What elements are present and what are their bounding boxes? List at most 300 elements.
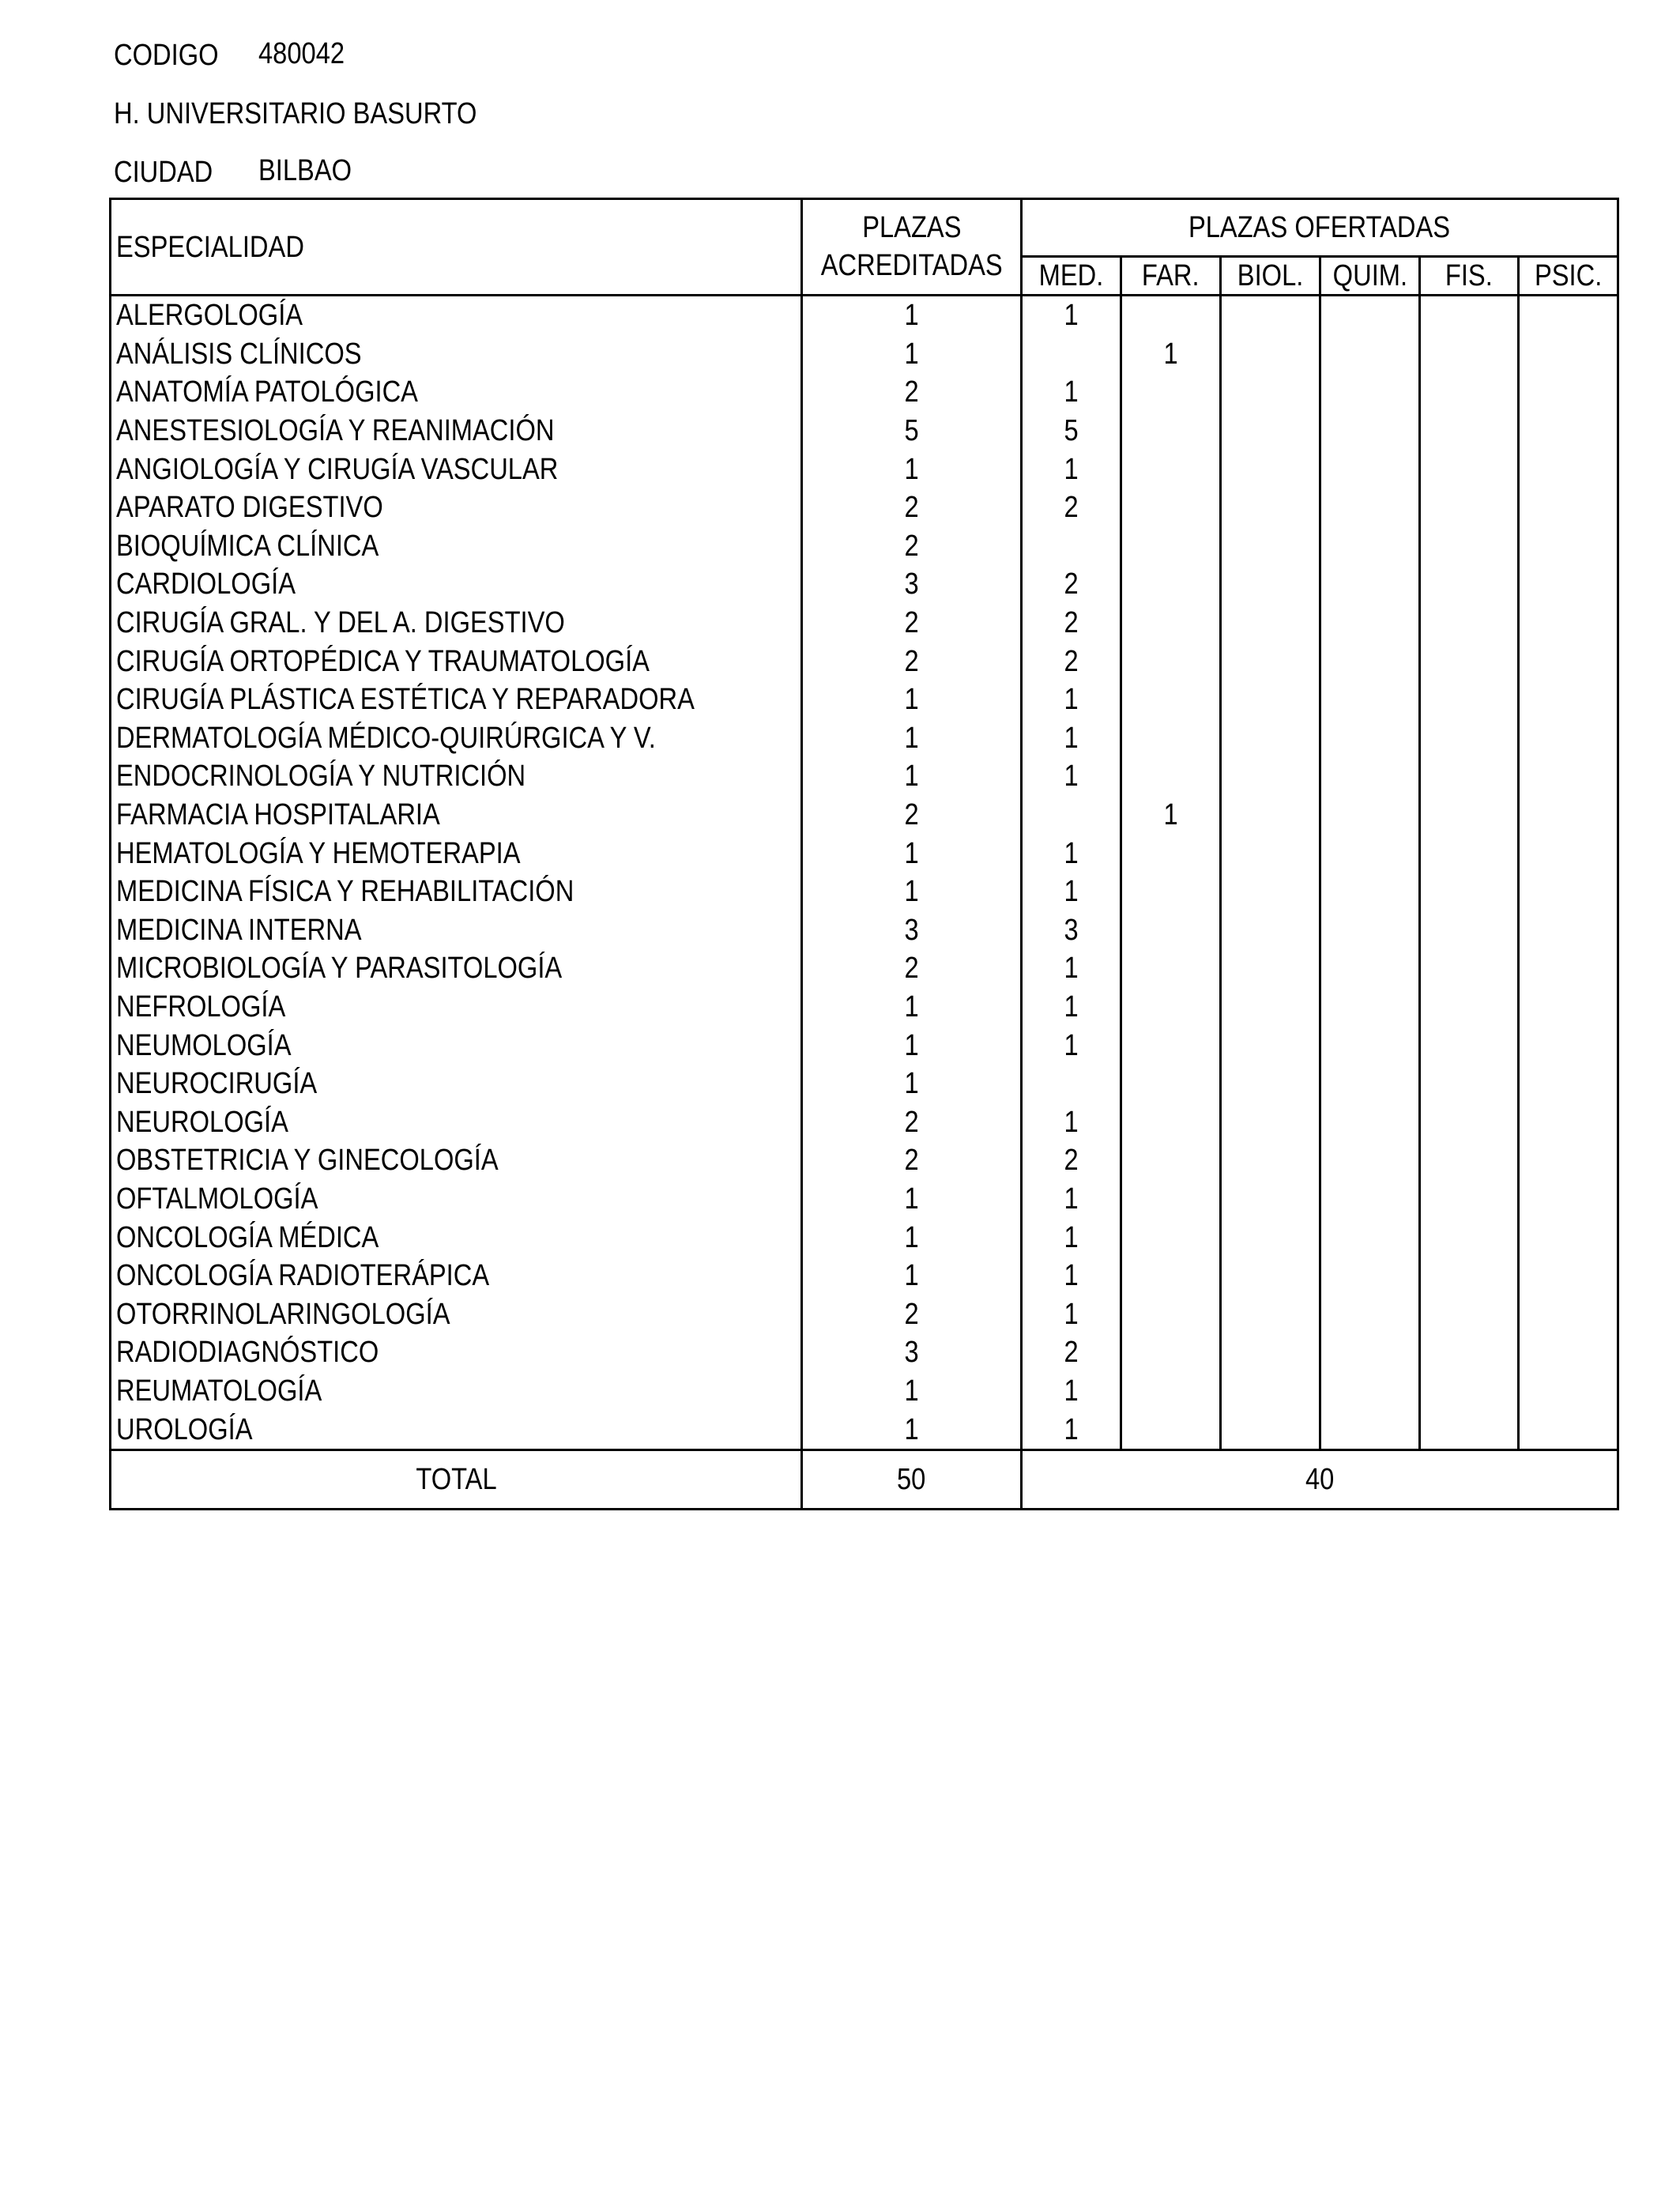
quim-cell xyxy=(1320,796,1420,835)
acreditadas-value: 3 xyxy=(904,913,919,947)
far-cell xyxy=(1121,873,1221,911)
especialidad-cell xyxy=(111,642,802,680)
biol-cell xyxy=(1221,719,1320,758)
acreditadas-value: 2 xyxy=(904,1297,919,1331)
subheader-psic-label: PSIC. xyxy=(1534,259,1603,292)
psic-cell xyxy=(1519,796,1618,835)
fis-cell xyxy=(1420,949,1519,988)
med-cell xyxy=(1022,488,1121,527)
acreditadas-cell xyxy=(802,834,1022,873)
table-row xyxy=(111,1180,1618,1219)
especialidad-text: MEDICINA INTERNA xyxy=(116,913,362,947)
far-cell xyxy=(1121,412,1221,450)
especialidad-cell xyxy=(111,1372,802,1411)
quim-cell xyxy=(1320,565,1420,604)
quim-cell xyxy=(1320,488,1420,527)
especialidad-cell xyxy=(111,911,802,950)
acreditadas-cell xyxy=(802,757,1022,796)
acreditadas-value: 2 xyxy=(904,606,919,640)
acreditadas-cell xyxy=(802,1180,1022,1219)
total-row xyxy=(111,1449,1618,1509)
acreditadas-value: 1 xyxy=(904,1412,919,1446)
psic-cell xyxy=(1519,335,1618,374)
quim-cell xyxy=(1320,949,1420,988)
fis-cell xyxy=(1420,1103,1519,1141)
acreditadas-value: 1 xyxy=(904,1067,919,1101)
med-value: 1 xyxy=(1064,875,1079,909)
far-cell xyxy=(1121,1218,1221,1257)
table-row xyxy=(111,1410,1618,1449)
psic-cell xyxy=(1519,834,1618,873)
acreditadas-cell xyxy=(802,796,1022,835)
table-row xyxy=(111,988,1618,1027)
med-value: 1 xyxy=(1064,375,1079,409)
acreditadas-cell xyxy=(802,642,1022,680)
med-value: 1 xyxy=(1064,1105,1079,1139)
fis-cell xyxy=(1420,796,1519,835)
fis-cell xyxy=(1420,373,1519,412)
biol-cell xyxy=(1221,450,1320,488)
med-value: 3 xyxy=(1064,913,1079,947)
especialidad-cell xyxy=(111,1026,802,1065)
especialidad-text: MICROBIOLOGÍA Y PARASITOLOGÍA xyxy=(116,952,563,986)
acreditadas-value: 1 xyxy=(904,299,919,333)
med-value: 1 xyxy=(1064,1412,1079,1446)
total-ofertadas-value: 40 xyxy=(1305,1462,1335,1496)
especialidad-text: MEDICINA FÍSICA Y REHABILITACIÓN xyxy=(116,875,574,909)
especialidad-cell xyxy=(111,296,802,335)
acreditadas-value: 2 xyxy=(904,952,919,986)
especialidad-text: NEUROCIRUGÍA xyxy=(116,1067,318,1101)
table-row xyxy=(111,757,1618,796)
med-cell xyxy=(1022,1026,1121,1065)
med-cell xyxy=(1022,1180,1121,1219)
plazas-table xyxy=(109,198,1619,1510)
fis-cell xyxy=(1420,565,1519,604)
header-ofertadas-label: PLAZAS OFERTADAS xyxy=(1188,211,1451,244)
subheader-quim xyxy=(1320,257,1420,296)
total-ofertadas xyxy=(1022,1449,1618,1509)
biol-cell xyxy=(1221,412,1320,450)
psic-cell xyxy=(1519,988,1618,1027)
header-especialidad-label: ESPECIALIDAD xyxy=(116,230,304,264)
table-row xyxy=(111,1141,1618,1180)
psic-cell xyxy=(1519,373,1618,412)
med-cell xyxy=(1022,1257,1121,1295)
psic-cell xyxy=(1519,604,1618,643)
quim-cell xyxy=(1320,680,1420,719)
med-value: 1 xyxy=(1064,721,1079,755)
fis-cell xyxy=(1420,412,1519,450)
especialidad-cell xyxy=(111,1295,802,1333)
acreditadas-value: 1 xyxy=(904,1182,919,1216)
acreditadas-value: 1 xyxy=(904,836,919,870)
med-cell xyxy=(1022,604,1121,643)
fis-cell xyxy=(1420,1141,1519,1180)
total-acreditadas-value: 50 xyxy=(897,1462,926,1496)
table-row xyxy=(111,488,1618,527)
codigo-label: CODIGO xyxy=(114,39,219,72)
especialidad-text: OFTALMOLOGÍA xyxy=(116,1182,318,1216)
med-cell xyxy=(1022,450,1121,488)
med-cell xyxy=(1022,1372,1121,1411)
far-cell xyxy=(1121,988,1221,1027)
med-value: 1 xyxy=(1064,1297,1079,1331)
especialidad-cell xyxy=(111,412,802,450)
fis-cell xyxy=(1420,757,1519,796)
fis-cell xyxy=(1420,1257,1519,1295)
total-label-text: TOTAL xyxy=(415,1462,497,1496)
especialidad-cell xyxy=(111,719,802,758)
biol-cell xyxy=(1221,1218,1320,1257)
med-cell xyxy=(1022,527,1121,566)
psic-cell xyxy=(1519,911,1618,950)
psic-cell xyxy=(1519,1218,1618,1257)
header-plazas-acreditadas xyxy=(802,199,1022,296)
med-cell xyxy=(1022,1295,1121,1333)
biol-cell xyxy=(1221,1141,1320,1180)
quim-cell xyxy=(1320,834,1420,873)
biol-cell xyxy=(1221,757,1320,796)
acreditadas-cell xyxy=(802,873,1022,911)
psic-cell xyxy=(1519,296,1618,335)
header-acreditadas-line1: PLAZAS xyxy=(861,211,962,244)
biol-cell xyxy=(1221,1333,1320,1372)
med-cell xyxy=(1022,1333,1121,1372)
biol-cell xyxy=(1221,1180,1320,1219)
acreditadas-value: 1 xyxy=(904,1220,919,1254)
acreditadas-cell xyxy=(802,1295,1022,1333)
far-cell xyxy=(1121,1180,1221,1219)
med-cell xyxy=(1022,834,1121,873)
especialidad-text: NEFROLOGÍA xyxy=(116,990,286,1023)
especialidad-cell xyxy=(111,335,802,374)
fis-cell xyxy=(1420,1218,1519,1257)
acreditadas-cell xyxy=(802,988,1022,1027)
psic-cell xyxy=(1519,1295,1618,1333)
ciudad-value: BILBAO xyxy=(258,154,352,187)
med-value: 1 xyxy=(1064,1028,1079,1062)
psic-cell xyxy=(1519,1372,1618,1411)
psic-cell xyxy=(1519,757,1618,796)
med-value: 1 xyxy=(1064,836,1079,870)
especialidad-cell xyxy=(111,1257,802,1295)
biol-cell xyxy=(1221,373,1320,412)
biol-cell xyxy=(1221,565,1320,604)
med-cell xyxy=(1022,1065,1121,1103)
biol-cell xyxy=(1221,1026,1320,1065)
table-row xyxy=(111,949,1618,988)
header-especialidad xyxy=(111,199,802,296)
table-row xyxy=(111,1218,1618,1257)
biol-cell xyxy=(1221,873,1320,911)
psic-cell xyxy=(1519,1141,1618,1180)
far-cell xyxy=(1121,1141,1221,1180)
med-cell xyxy=(1022,873,1121,911)
far-cell xyxy=(1121,1103,1221,1141)
acreditadas-cell xyxy=(802,412,1022,450)
far-cell xyxy=(1121,1410,1221,1449)
quim-cell xyxy=(1320,988,1420,1027)
especialidad-cell xyxy=(111,873,802,911)
fis-cell xyxy=(1420,834,1519,873)
fis-cell xyxy=(1420,642,1519,680)
table-row xyxy=(111,680,1618,719)
acreditadas-value: 1 xyxy=(904,990,919,1023)
psic-cell xyxy=(1519,412,1618,450)
acreditadas-cell xyxy=(802,1065,1022,1103)
biol-cell xyxy=(1221,680,1320,719)
med-cell xyxy=(1022,1141,1121,1180)
psic-cell xyxy=(1519,565,1618,604)
especialidad-text: CARDIOLOGÍA xyxy=(116,567,296,601)
acreditadas-value: 2 xyxy=(904,375,919,409)
fis-cell xyxy=(1420,1333,1519,1372)
far-cell xyxy=(1121,1065,1221,1103)
especialidad-cell xyxy=(111,1103,802,1141)
acreditadas-value: 2 xyxy=(904,644,919,678)
med-cell xyxy=(1022,988,1121,1027)
quim-cell xyxy=(1320,604,1420,643)
med-cell xyxy=(1022,1410,1121,1449)
especialidad-text: ONCOLOGÍA MÉDICA xyxy=(116,1220,379,1254)
far-cell xyxy=(1121,296,1221,335)
psic-cell xyxy=(1519,642,1618,680)
especialidad-text: ANGIOLOGÍA Y CIRUGÍA VASCULAR xyxy=(116,452,559,486)
acreditadas-value: 1 xyxy=(904,721,919,755)
acreditadas-cell xyxy=(802,488,1022,527)
fis-cell xyxy=(1420,1065,1519,1103)
subheader-biol-label: BIOL. xyxy=(1237,259,1304,292)
psic-cell xyxy=(1519,1026,1618,1065)
table-row xyxy=(111,719,1618,758)
med-cell xyxy=(1022,335,1121,374)
far-cell xyxy=(1121,1295,1221,1333)
med-value: 1 xyxy=(1064,683,1079,717)
subheader-biol xyxy=(1221,257,1320,296)
especialidad-text: CIRUGÍA PLÁSTICA ESTÉTICA Y REPARADORA xyxy=(116,683,695,717)
med-value: 1 xyxy=(1064,1182,1079,1216)
far-cell xyxy=(1121,1026,1221,1065)
psic-cell xyxy=(1519,1257,1618,1295)
biol-cell xyxy=(1221,335,1320,374)
med-value: 1 xyxy=(1064,299,1079,333)
acreditadas-cell xyxy=(802,949,1022,988)
total-acreditadas xyxy=(802,1449,1022,1509)
acreditadas-cell xyxy=(802,1372,1022,1411)
especialidad-text: UROLOGÍA xyxy=(116,1412,253,1446)
acreditadas-cell xyxy=(802,373,1022,412)
hospital-name: H. UNIVERSITARIO BASURTO xyxy=(114,97,477,130)
quim-cell xyxy=(1320,1218,1420,1257)
acreditadas-cell xyxy=(802,719,1022,758)
especialidad-cell xyxy=(111,796,802,835)
med-value: 2 xyxy=(1064,644,1079,678)
especialidad-text: APARATO DIGESTIVO xyxy=(116,491,383,525)
especialidad-text: NEUROLOGÍA xyxy=(116,1105,288,1139)
biol-cell xyxy=(1221,296,1320,335)
biol-cell xyxy=(1221,1410,1320,1449)
far-cell xyxy=(1121,757,1221,796)
med-cell xyxy=(1022,796,1121,835)
far-cell xyxy=(1121,1333,1221,1372)
codigo-value: 480042 xyxy=(258,37,345,70)
med-value: 2 xyxy=(1064,1336,1079,1370)
fis-cell xyxy=(1420,488,1519,527)
psic-cell xyxy=(1519,949,1618,988)
med-cell xyxy=(1022,373,1121,412)
especialidad-text: REUMATOLOGÍA xyxy=(116,1374,322,1408)
acreditadas-value: 5 xyxy=(904,414,919,448)
table-row xyxy=(111,335,1618,374)
biol-cell xyxy=(1221,1103,1320,1141)
acreditadas-value: 2 xyxy=(904,798,919,832)
acreditadas-cell xyxy=(802,527,1022,566)
far-cell xyxy=(1121,335,1221,374)
fis-cell xyxy=(1420,1295,1519,1333)
med-cell xyxy=(1022,1103,1121,1141)
far-cell xyxy=(1121,450,1221,488)
table-row xyxy=(111,796,1618,835)
acreditadas-cell xyxy=(802,911,1022,950)
fis-cell xyxy=(1420,873,1519,911)
quim-cell xyxy=(1320,296,1420,335)
far-cell xyxy=(1121,1372,1221,1411)
acreditadas-value: 1 xyxy=(904,875,919,909)
psic-cell xyxy=(1519,488,1618,527)
especialidad-text: RADIODIAGNÓSTICO xyxy=(116,1336,379,1370)
med-value: 1 xyxy=(1064,452,1079,486)
acreditadas-cell xyxy=(802,1026,1022,1065)
quim-cell xyxy=(1320,1295,1420,1333)
acreditadas-value: 3 xyxy=(904,1336,919,1370)
quim-cell xyxy=(1320,1103,1420,1141)
quim-cell xyxy=(1320,873,1420,911)
quim-cell xyxy=(1320,1180,1420,1219)
biol-cell xyxy=(1221,1372,1320,1411)
acreditadas-value: 1 xyxy=(904,1259,919,1293)
acreditadas-value: 2 xyxy=(904,1105,919,1139)
fis-cell xyxy=(1420,335,1519,374)
med-value: 2 xyxy=(1064,491,1079,525)
fis-cell xyxy=(1420,1410,1519,1449)
table-row xyxy=(111,911,1618,950)
subheader-far xyxy=(1121,257,1221,296)
table-row xyxy=(111,873,1618,911)
med-cell xyxy=(1022,296,1121,335)
med-value: 1 xyxy=(1064,1374,1079,1408)
especialidad-text: DERMATOLOGÍA MÉDICO-QUIRÚRGICA Y V. xyxy=(116,721,656,755)
acreditadas-cell xyxy=(802,1333,1022,1372)
med-cell xyxy=(1022,719,1121,758)
med-value: 2 xyxy=(1064,606,1079,640)
especialidad-text: ALERGOLOGÍA xyxy=(116,299,303,333)
med-cell xyxy=(1022,680,1121,719)
table-row xyxy=(111,412,1618,450)
especialidad-text: ONCOLOGÍA RADIOTERÁPICA xyxy=(116,1259,490,1293)
especialidad-cell xyxy=(111,604,802,643)
quim-cell xyxy=(1320,1372,1420,1411)
med-cell xyxy=(1022,642,1121,680)
quim-cell xyxy=(1320,1141,1420,1180)
far-value: 1 xyxy=(1163,798,1178,832)
acreditadas-cell xyxy=(802,1103,1022,1141)
biol-cell xyxy=(1221,796,1320,835)
far-cell xyxy=(1121,565,1221,604)
acreditadas-value: 1 xyxy=(904,337,919,371)
psic-cell xyxy=(1519,680,1618,719)
table-row xyxy=(111,527,1618,566)
quim-cell xyxy=(1320,1065,1420,1103)
quim-cell xyxy=(1320,719,1420,758)
fis-cell xyxy=(1420,680,1519,719)
fis-cell xyxy=(1420,296,1519,335)
far-cell xyxy=(1121,911,1221,950)
subheader-far-label: FAR. xyxy=(1142,259,1200,292)
far-cell xyxy=(1121,719,1221,758)
biol-cell xyxy=(1221,527,1320,566)
psic-cell xyxy=(1519,1065,1618,1103)
far-cell xyxy=(1121,834,1221,873)
fis-cell xyxy=(1420,1372,1519,1411)
far-cell xyxy=(1121,604,1221,643)
quim-cell xyxy=(1320,335,1420,374)
subheader-fis xyxy=(1420,257,1519,296)
header-plazas-ofertadas xyxy=(1022,199,1618,257)
subheader-psic xyxy=(1519,257,1618,296)
biol-cell xyxy=(1221,604,1320,643)
acreditadas-cell xyxy=(802,1141,1022,1180)
especialidad-cell xyxy=(111,450,802,488)
psic-cell xyxy=(1519,1180,1618,1219)
med-cell xyxy=(1022,949,1121,988)
especialidad-cell xyxy=(111,527,802,566)
especialidad-cell xyxy=(111,834,802,873)
especialidad-text: NEUMOLOGÍA xyxy=(116,1028,292,1062)
especialidad-cell xyxy=(111,1410,802,1449)
acreditadas-cell xyxy=(802,604,1022,643)
especialidad-text: OBSTETRICIA Y GINECOLOGÍA xyxy=(116,1144,499,1178)
especialidad-cell xyxy=(111,565,802,604)
especialidad-cell xyxy=(111,988,802,1027)
table-row xyxy=(111,450,1618,488)
acreditadas-value: 1 xyxy=(904,452,919,486)
table-row xyxy=(111,1295,1618,1333)
acreditadas-cell xyxy=(802,296,1022,335)
quim-cell xyxy=(1320,450,1420,488)
header-acreditadas-line2: ACREDITADAS xyxy=(820,248,1003,282)
med-cell xyxy=(1022,757,1121,796)
biol-cell xyxy=(1221,1257,1320,1295)
med-value: 2 xyxy=(1064,567,1079,601)
especialidad-text: ENDOCRINOLOGÍA Y NUTRICIÓN xyxy=(116,760,526,794)
table-row xyxy=(111,1372,1618,1411)
med-value: 1 xyxy=(1064,1259,1079,1293)
psic-cell xyxy=(1519,1333,1618,1372)
med-cell xyxy=(1022,565,1121,604)
especialidad-cell xyxy=(111,949,802,988)
quim-cell xyxy=(1320,757,1420,796)
acreditadas-value: 1 xyxy=(904,1028,919,1062)
far-cell xyxy=(1121,527,1221,566)
table-row xyxy=(111,642,1618,680)
subheader-med-label: MED. xyxy=(1038,259,1104,292)
fis-cell xyxy=(1420,1026,1519,1065)
fis-cell xyxy=(1420,527,1519,566)
med-value: 5 xyxy=(1064,414,1079,448)
med-value: 1 xyxy=(1064,990,1079,1023)
biol-cell xyxy=(1221,911,1320,950)
